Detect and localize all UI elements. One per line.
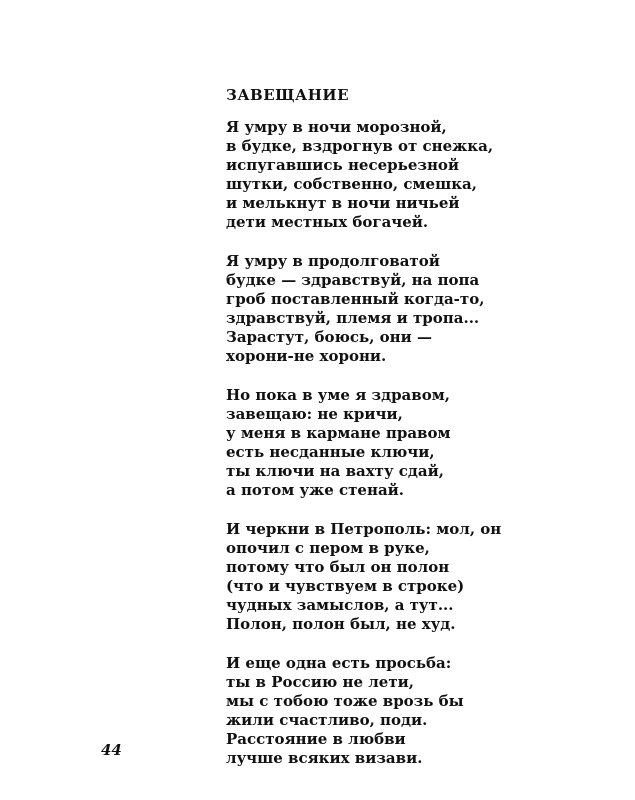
- stanza-5: [226, 654, 546, 768]
- poem-line: жили счастливо, поди.: [226, 711, 428, 729]
- poem-line: ты ключи на вахту сдай,: [226, 462, 444, 480]
- poem-line: Я умру в продолговатой: [226, 252, 440, 270]
- poem-title: ЗАВЕЩАНИЕ: [226, 86, 350, 104]
- poem-line: Полон, полон был, не худ.: [226, 615, 456, 633]
- poem-line: и мелькнут в ночи ничьей: [226, 194, 460, 212]
- poem-line: опочил с пером в руке,: [226, 539, 430, 557]
- poem-line: будке — здравствуй, на попа: [226, 271, 480, 289]
- poem-line: Зарастут, боюсь, они —: [226, 328, 432, 346]
- poem-line: здравствуй, племя и тропа...: [226, 309, 480, 327]
- poem-line: у меня в кармане правом: [226, 424, 451, 442]
- stanza-2: [226, 252, 546, 366]
- poem-line: шутки, собственно, смешка,: [226, 175, 477, 193]
- poem-line: а потом уже стенай.: [226, 481, 405, 499]
- poem-line: потому что был он полон: [226, 558, 450, 576]
- page-number: 44: [101, 741, 122, 759]
- poem-line: Я умру в ночи морозной,: [226, 118, 447, 136]
- poem-line: испугавшись несерьезной: [226, 156, 460, 174]
- poem-line: И еще одна есть просьба:: [226, 654, 452, 672]
- poem-line: в будке, вздрогнув от снежка,: [226, 137, 494, 155]
- stanza-3: [226, 386, 546, 500]
- poem-line: чудных замыслов, а тут...: [226, 596, 454, 614]
- poem-line: завещаю: не кричи,: [226, 405, 403, 423]
- poem-line: И черкни в Петрополь: мол, он: [226, 520, 502, 538]
- poem-line: дети местных богачей.: [226, 213, 429, 231]
- poem-line: есть несданные ключи,: [226, 443, 435, 461]
- poem-line: ты в Россию не лети,: [226, 673, 414, 691]
- stanza-4: [226, 520, 546, 634]
- poem-line: Расстояние в любви: [226, 730, 406, 748]
- poem-line: Но пока в уме я здравом,: [226, 386, 450, 404]
- stanza-1: [226, 118, 546, 232]
- poem-line: мы с тобою тоже врозь бы: [226, 692, 464, 710]
- poem-body: [226, 118, 546, 788]
- poem-line: лучше всяких визави.: [226, 749, 423, 767]
- poem-line: хорони-не хорони.: [226, 347, 387, 365]
- poem-line: (что и чувствуем в строке): [226, 577, 465, 595]
- poem-line: гроб поставленный когда-то,: [226, 290, 485, 308]
